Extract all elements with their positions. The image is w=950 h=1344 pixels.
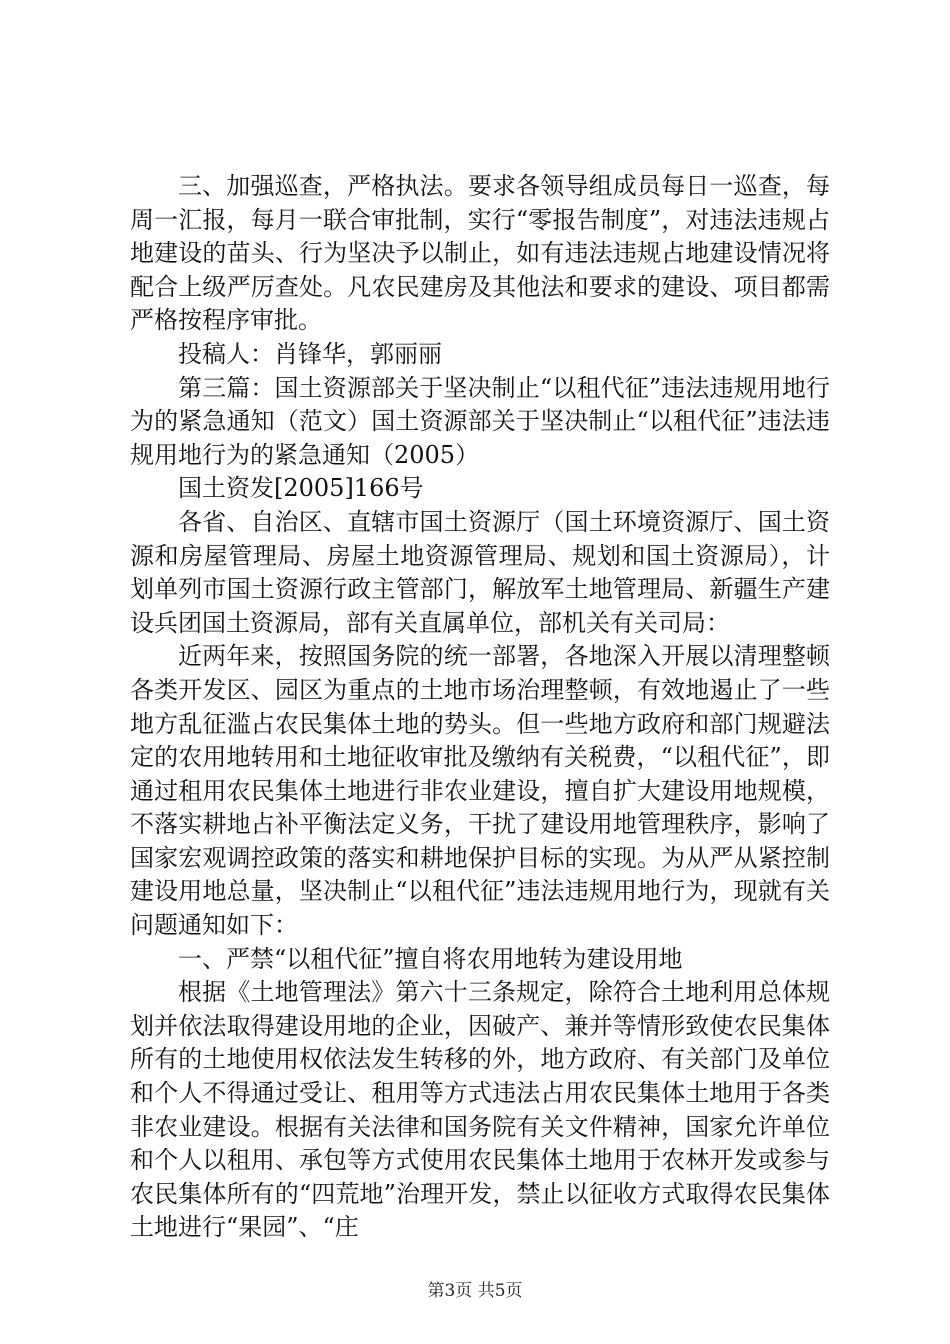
paragraph-addressees: 各省、自治区、直辖市国土资源厅（国土环境资源厅、国土资源和房屋管理局、房屋土地资源管理局、规划和国土资源局），计划单列市国土资源行政主管部门，解放军土地管理局、新疆生产建设兵团国土资源局，部有关直属单位，部机关有关司局： xyxy=(130,507,830,637)
document-body xyxy=(130,170,830,1245)
page-number-footer: 第3页 共5页 xyxy=(427,1281,523,1301)
paragraph-inspection: 三、加强巡查，严格执法。要求各领导组成员每日一巡查，每周一汇报，每月一联合审批制，实行“零报告制度”，对违法违规占地建设的苗头、行为坚决予以制止，如有违法违规占地建设情况将配合上级严厉查处。凡农民建房及其他法和要求的建设、项目都需严格按程序审批。 xyxy=(130,172,830,335)
paragraph-contributor: 投稿人：肖锋华，郭丽丽 xyxy=(178,339,442,368)
paragraph-section-heading: 一、严禁“以租代征”擅自将农用地转为建设用地 xyxy=(178,944,683,973)
paragraph-legal-basis: 根据《土地管理法》第六十三条规定，除符合土地利用总体规划并依法取得建设用地的企业，因破产、兼并等情形致使农民集体所有的土地使用权依法发生转移的外，地方政府、有关部门及单位和个人不得通过受让、租用等方式违法占用农民集体土地用于各类非农业建设。根据有关法律和国务院有关文件精神，国家允许单位和个人以租用、承包等方式使用农民集体土地用于农林开发或参与农民集体所有的“四荒地”治理开发，禁止以征收方式取得农民集体土地进行“果园”、“庄 xyxy=(130,978,830,1242)
paragraph-document-number: 国土资发[2005]166号 xyxy=(178,474,424,503)
paragraph-background: 近两年来，按照国务院的统一部署，各地深入开展以清理整顿各类开发区、园区为重点的土地市场治理整顿，有效地遏止了一些地方乱征滥占农民集体土地的势头。但一些地方政府和部门规避法定的农用地转用和土地征收审批及缴纳有关税费，“以租代征”，即通过租用农民集体土地进行非农业建设，擅自扩大建设用地规模，不落实耕地占补平衡法定义务，干扰了建设用地管理秩序，影响了国家宏观调控政策的落实和耕地保护目标的实现。为从严从紧控制建设用地总量，坚决制止“以租代征”违法违规用地行为，现就有关问题通知如下： xyxy=(130,642,830,940)
paragraph-article-title: 第三篇：国土资源部关于坚决制止“以租代征”违法违规用地行为的紧急通知（范文）国土资源部关于坚决制止“以租代征”违法违规用地行为的紧急通知（2005） xyxy=(130,373,830,469)
